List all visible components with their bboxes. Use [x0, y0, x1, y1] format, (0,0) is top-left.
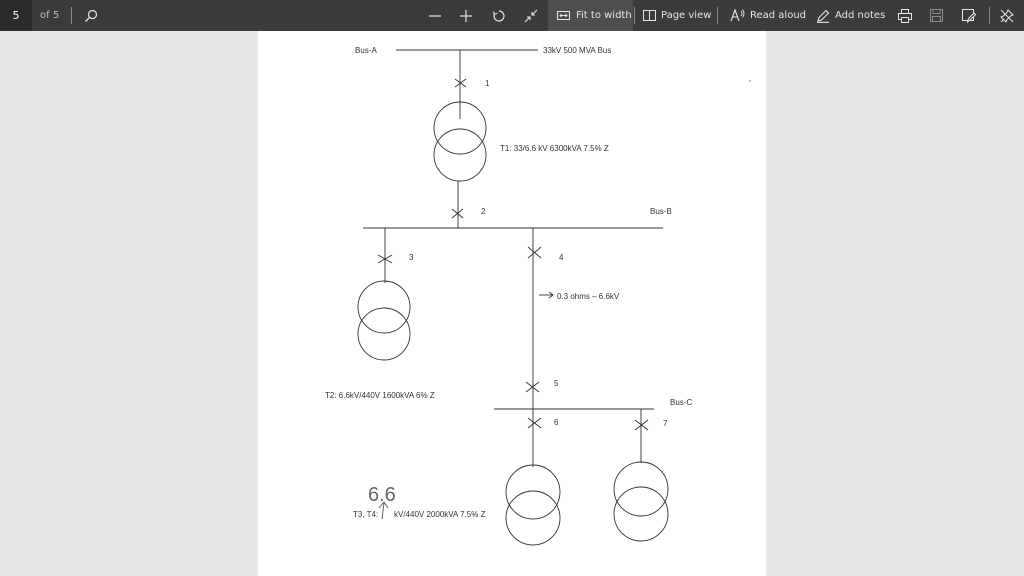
toolbar-divider	[634, 7, 635, 24]
page-number-input[interactable]	[0, 0, 32, 31]
t2-label: T2: 6.6kV/440V 1600kVA 6% Z	[325, 391, 435, 400]
toolbar	[0, 0, 1024, 31]
pdf-page	[258, 31, 766, 576]
page-view-label: Page view	[661, 10, 712, 21]
breaker-1-symbol	[455, 79, 466, 87]
handwritten-note: 6.6	[368, 484, 396, 506]
t34-label-suffix: kV/440V 2000kVA 7.5% Z	[394, 510, 486, 519]
t34-label-prefix: T3, T4:	[353, 510, 379, 519]
toolbar-divider	[717, 7, 718, 24]
t1-label: T1: 33/6.6 kV 6300kVA 7.5% Z	[500, 144, 609, 153]
breaker-2-symbol	[452, 209, 463, 218]
breaker-5-label: 5	[554, 379, 559, 388]
save-button	[930, 0, 943, 31]
minus-icon	[428, 9, 442, 23]
search-icon	[84, 9, 98, 23]
save-as-button[interactable]	[962, 0, 976, 31]
breaker-7-symbol	[635, 420, 648, 430]
save-as-icon	[962, 9, 976, 23]
print-icon	[898, 9, 912, 23]
bus-b-label: Bus-B	[650, 207, 672, 216]
breaker-4-symbol	[528, 247, 541, 258]
page-view-button[interactable]	[643, 0, 711, 31]
fit-to-width-button[interactable]	[548, 0, 633, 31]
single-line-diagram	[258, 31, 766, 576]
collapse-icon	[524, 9, 538, 23]
print-button[interactable]	[898, 0, 912, 31]
unpin-icon	[1000, 9, 1014, 23]
cable-impedance-label: 0.3 ohms – 6.6kV	[557, 292, 620, 301]
read-aloud-label: Read aloud	[750, 10, 807, 21]
page-number: 5	[12, 9, 20, 22]
bus-c-label: Bus-C	[670, 398, 693, 407]
pen-icon	[816, 9, 830, 23]
add-notes-label: Add notes	[835, 10, 886, 21]
fit-to-width-label: Fit to width	[576, 10, 632, 21]
add-notes-button[interactable]	[816, 0, 885, 31]
toolbar-divider	[989, 7, 990, 24]
breaker-6-symbol	[528, 418, 541, 428]
bus-a-label: Bus-A	[355, 46, 377, 55]
rotate-button[interactable]	[492, 0, 506, 31]
page-view-icon	[643, 9, 656, 22]
read-aloud-button[interactable]	[730, 0, 806, 31]
page-count: of 5	[40, 10, 60, 21]
zoom-in-button[interactable]	[459, 0, 473, 31]
breaker-4-label: 4	[559, 253, 564, 262]
breaker-5-symbol	[526, 382, 539, 392]
cable-arrow	[539, 292, 553, 298]
breaker-2-label: 2	[481, 207, 486, 216]
read-aloud-icon	[730, 9, 745, 22]
save-icon	[930, 9, 943, 22]
search-button[interactable]	[84, 0, 98, 31]
bus-a-rating: 33kV 500 MVA Bus	[543, 46, 612, 55]
breaker-6-label: 6	[554, 418, 559, 427]
document-viewer[interactable]	[0, 31, 1024, 576]
rotate-icon	[492, 9, 506, 23]
toolbar-divider	[71, 7, 72, 24]
breaker-3-label: 3	[409, 253, 414, 262]
transformer-t4	[614, 462, 668, 541]
plus-icon	[459, 9, 473, 23]
breaker-1-label: 1	[485, 79, 490, 88]
breaker-7-label: 7	[663, 419, 668, 428]
transformer-t2	[358, 281, 410, 360]
zoom-out-button[interactable]	[428, 0, 442, 31]
fit-width-icon	[557, 10, 570, 21]
transformer-t3	[506, 465, 560, 545]
unpin-toolbar-button[interactable]	[1000, 0, 1014, 31]
collapse-button[interactable]	[524, 0, 538, 31]
stray-dot	[749, 80, 751, 82]
